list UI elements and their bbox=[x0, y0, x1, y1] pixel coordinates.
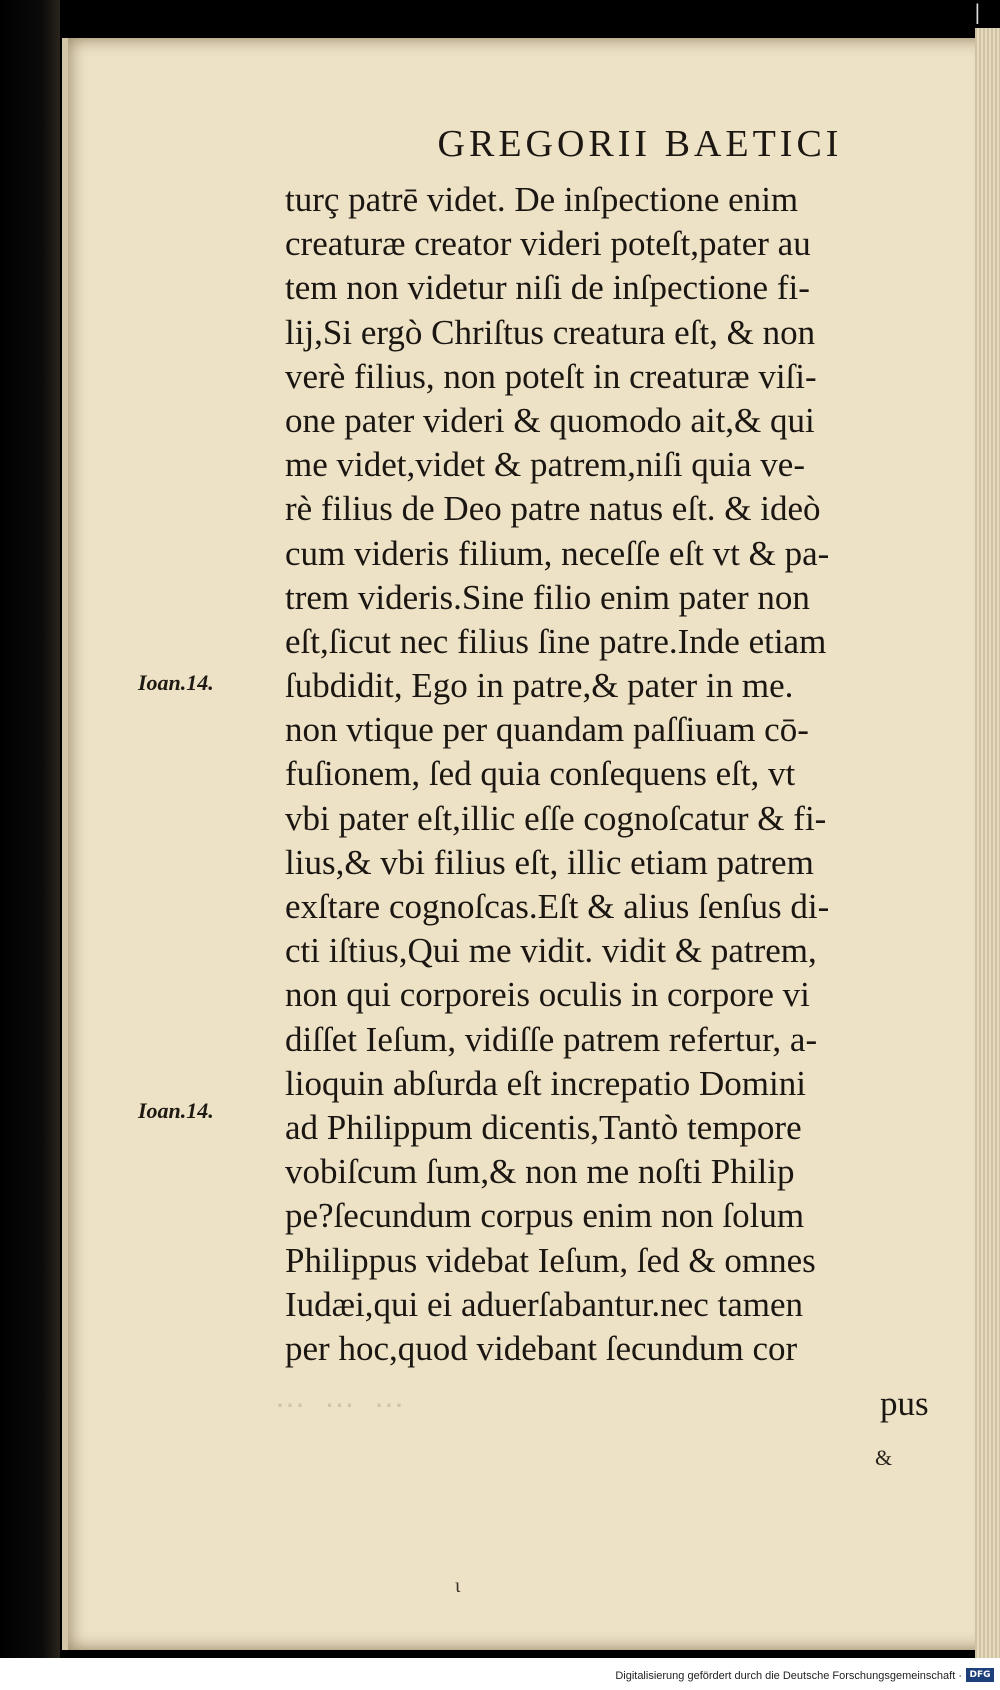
dfg-logo: DFG bbox=[966, 1668, 994, 1682]
text-line: vobiſcum ſum,& non me noſti Philip bbox=[285, 1152, 795, 1192]
text-line: me videt,videt & patrem,niſi quia ve- bbox=[285, 445, 805, 485]
text-line: fuſionem, ſed quia conſequens eſt, vt bbox=[285, 754, 796, 794]
text-line: pe?ſecundum corpus enim non ſolum bbox=[285, 1196, 805, 1236]
text-line: ad Philippum dicentis,Tantò tempore bbox=[285, 1107, 802, 1147]
signature-mark: ι bbox=[455, 1575, 461, 1597]
text-line: lioquin abſurda eſt increpatio Domini bbox=[285, 1063, 806, 1103]
running-head: GREGORII BAETICI bbox=[437, 123, 843, 165]
text-line: lij,Si ergò Chriſtus creatura eſt, & non bbox=[285, 312, 816, 352]
page-edges-strip bbox=[975, 28, 1000, 1658]
text-line: rè filius de Deo patre natus eſt. & ideò bbox=[285, 489, 821, 529]
text-line: Iudæi,qui ei aduerſabantur.nec tamen bbox=[285, 1284, 804, 1324]
text-line: diſſet Ieſum, vidiſſe patrem refertur, a- bbox=[285, 1019, 818, 1059]
bleed-through-text: ⋯ ⋯ ⋯ bbox=[275, 1389, 410, 1422]
text-line: lius,& vbi filius eſt, illic etiam patrem bbox=[285, 842, 814, 882]
catchword: pus bbox=[880, 1384, 929, 1423]
ornament-mark: & bbox=[875, 1445, 893, 1470]
text-line: eſt,ſicut nec filius ſine patre.Inde etiam bbox=[285, 621, 827, 661]
book-binding-edge bbox=[0, 0, 60, 1690]
text-line: cum videris filium, neceſſe eſt vt & pa- bbox=[285, 533, 830, 573]
text-line: exſtare cognoſcas.Eſt & alius ſenſus di- bbox=[285, 887, 830, 926]
text-line: vbi pater eſt,illic eſſe cognoſcatur & fi- bbox=[285, 798, 827, 838]
text-line: non vtique per quandam paſſiuam cō- bbox=[285, 710, 809, 750]
text-line: per hoc,quod videbant ſecundum cor bbox=[285, 1328, 798, 1368]
color-calibration-mark: | bbox=[974, 0, 981, 24]
digitization-credit: Digitalisierung gefördert durch die Deutsche Forschungsgemeinschaft · bbox=[615, 1670, 962, 1682]
text-line: creaturæ creator videri poteſt,pater au bbox=[285, 224, 811, 264]
text-line: non qui corporeis oculis in corpore vi bbox=[285, 975, 810, 1015]
text-line: cti iſtius,Qui me vidit. vidit & patrem, bbox=[285, 931, 817, 971]
margin-note: Ioan.14. bbox=[138, 670, 214, 695]
text-line: tem non videtur niſi de inſpectione fi- bbox=[285, 268, 810, 308]
text-line: trem videris.Sine filio enim pater non bbox=[285, 577, 810, 617]
text-line: Philippus videbat Ieſum, ſed & omnes bbox=[285, 1240, 816, 1280]
text-line: one pater videri & quomodo ait,& qui bbox=[285, 400, 815, 440]
margin-note: Ioan.14. bbox=[138, 1098, 214, 1123]
body-text bbox=[285, 178, 975, 1371]
text-line: ſubdidit, Ego in patre,& pater in me. bbox=[285, 666, 794, 706]
text-line: turç patrē videt. De inſpectione enim bbox=[285, 180, 799, 219]
text-line: verè filius, non poteſt in creaturæ viſi- bbox=[285, 356, 817, 396]
